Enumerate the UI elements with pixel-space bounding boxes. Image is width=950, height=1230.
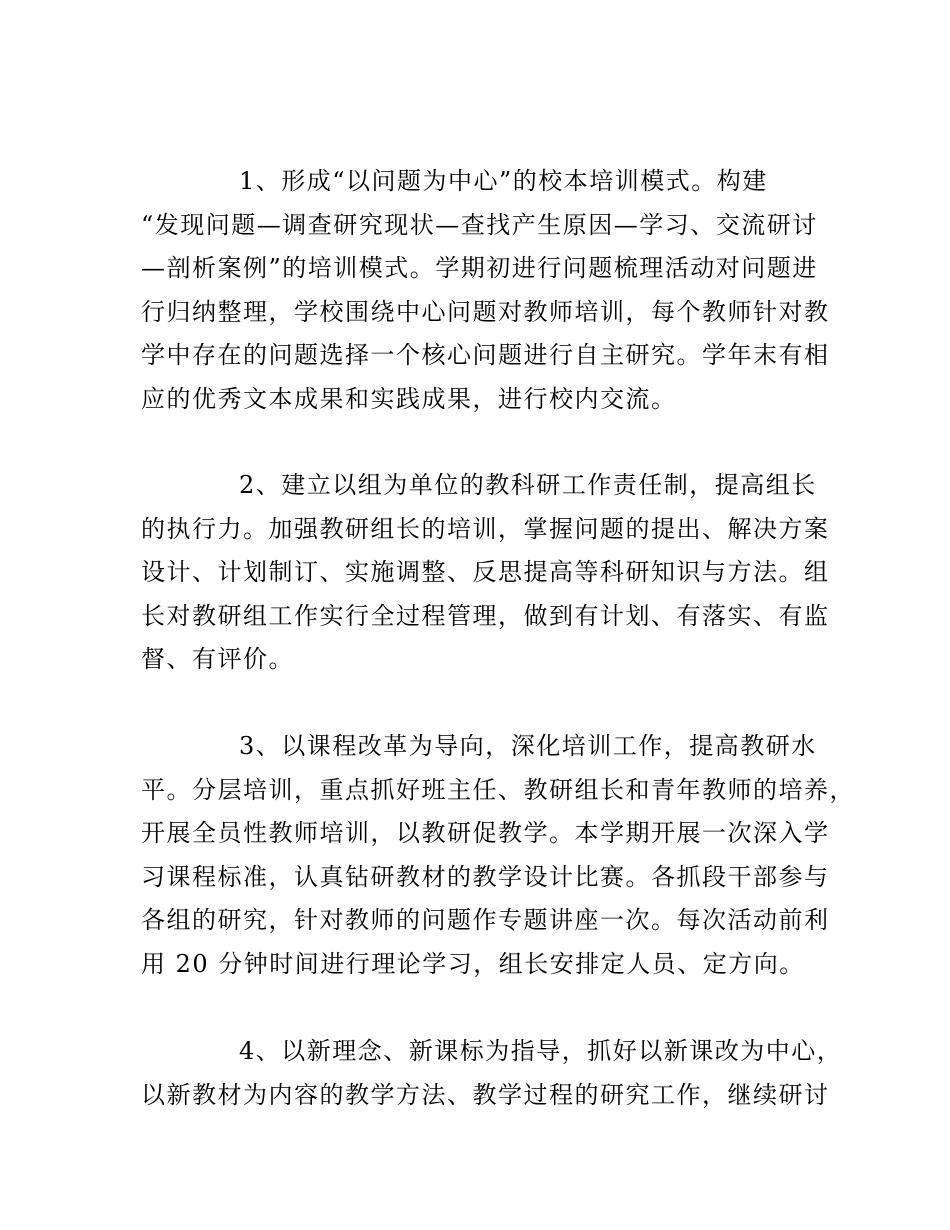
paragraph-4 xyxy=(141,1030,841,1117)
paragraph-line: 3、以课程改革为导向，深化培训工作，提高教研水 xyxy=(239,732,817,760)
paragraph-line: 行归纳整理，学校围绕中心问题对教师培训，每个教师针对教 xyxy=(141,297,830,326)
paragraph-line: 2、建立以组为单位的教科研工作责任制，提高组长 xyxy=(239,471,817,499)
paragraph-line: 的执行力。加强教研组长的培训，掌握问题的提出、解决方案 xyxy=(141,514,830,543)
paragraph-line: 以新教材为内容的教学方法、教学过程的研究工作，继续研讨 xyxy=(141,1080,830,1109)
paragraph-line: 平。分层培训，重点抓好班主任、教研组长和青年教师的培养， xyxy=(141,775,855,804)
paragraph-line: 长对教研组工作实行全过程管理，做到有计划、有落实、有监 xyxy=(141,601,830,630)
paragraph-line: 4、以新理念、新课标为指导，抓好以新课改为中心， xyxy=(239,1037,843,1065)
paragraph-line: 用 20 分钟时间进行理论学习，组长安排定人员、定方向。 xyxy=(141,949,805,978)
paragraph-line: —剖析案例”的培训模式。学期初进行问题梳理活动对问题进 xyxy=(141,254,818,282)
paragraph-line: 各组的研究，针对教师的问题作专题讲座一次。每次活动前利 xyxy=(141,906,830,934)
paragraph-line: 设计、计划制订、实施调整、反思提高等科研知识与方法。组 xyxy=(141,558,830,586)
paragraph-line: 习课程标准，认真钻研教材的教学设计比赛。各抓段干部参与 xyxy=(141,862,830,891)
paragraph-line: 1、形成“以问题为中心”的校本培训模式。构建 xyxy=(239,167,768,195)
paragraph-3 xyxy=(141,725,855,986)
paragraph-line: 学中存在的问题选择一个核心问题进行自主研究。学年末有相 xyxy=(141,341,830,369)
paragraph-line: 督、有评价。 xyxy=(141,645,294,673)
paragraph-line: 应的优秀文本成果和实践成果，进行校内交流。 xyxy=(141,384,677,413)
paragraph-1 xyxy=(141,160,841,421)
paragraph-2 xyxy=(141,464,841,682)
paragraph-line: 开展全员性教师培训，以教研促教学。本学期开展一次深入学 xyxy=(141,819,830,847)
paragraph-line: “发现问题—调查研究现状—查找产生原因—学习、交流研讨 xyxy=(141,210,818,239)
